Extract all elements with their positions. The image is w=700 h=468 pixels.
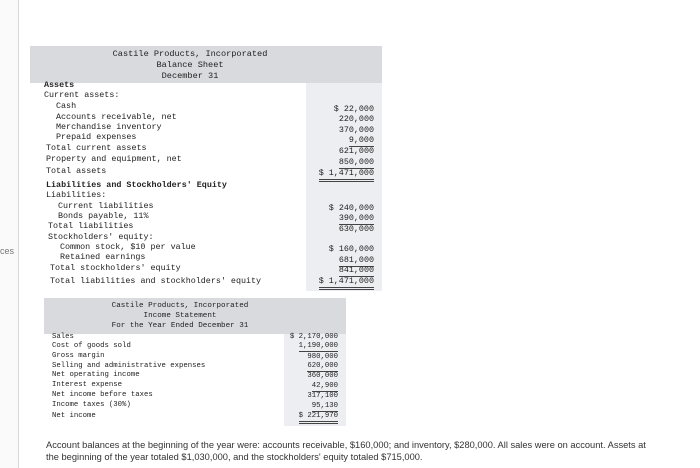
bs-value-cash: $ 22,000 bbox=[333, 104, 374, 114]
is-label-sales: Sales bbox=[52, 333, 74, 341]
bs-label-prepaid-expenses: Prepaid expenses bbox=[56, 132, 137, 142]
income-statement-header bbox=[44, 298, 346, 334]
balance-sheet-date: December 31 bbox=[161, 71, 219, 81]
balance-sheet bbox=[30, 46, 382, 291]
bs-label-current-assets: Current assets: bbox=[44, 90, 120, 100]
bs-label-merchandise-inventory: Merchandise inventory bbox=[56, 122, 162, 132]
is-value-net-income-before-taxes: 317,100 bbox=[307, 392, 338, 400]
bs-label-retained-earnings: Retained earnings bbox=[60, 252, 146, 262]
bs-label-total-current-assets: Total current assets bbox=[46, 143, 147, 153]
bs-label-total-liabilities: Total liabilities bbox=[48, 221, 134, 231]
is-value-selling-admin: 620,000 bbox=[307, 362, 338, 370]
is-value-net-operating-income: 360,000 bbox=[307, 372, 338, 380]
is-value-net-income: $ 221,970 bbox=[299, 411, 338, 424]
left-panel-edge bbox=[0, 0, 19, 468]
bs-value-total-stockholders-equity: 841,000 bbox=[338, 265, 374, 275]
is-label-interest-expense: Interest expense bbox=[52, 381, 123, 389]
bs-label-total-assets: Total assets bbox=[46, 166, 107, 176]
bs-value-accounts-receivable: 220,000 bbox=[338, 114, 374, 124]
bs-label-common-stock: Common stock, $10 per value bbox=[60, 242, 196, 252]
is-label-net-operating-income: Net operating income bbox=[52, 371, 140, 379]
bs-label-current-liabilities: Current liabilities bbox=[58, 201, 154, 211]
is-value-income-taxes: 95,130 bbox=[311, 402, 338, 410]
income-statement-title: Income Statement bbox=[143, 312, 217, 320]
bs-label-cash: Cash bbox=[56, 101, 77, 111]
edge-label: ces bbox=[0, 246, 15, 256]
bs-value-prepaid-expenses: 9,000 bbox=[348, 135, 374, 145]
bs-value-bonds-payable: 390,000 bbox=[338, 213, 374, 223]
is-label-income-taxes: Income taxes (30%) bbox=[52, 401, 131, 409]
bs-value-property-equipment: 850,000 bbox=[338, 157, 374, 167]
is-label-gross-margin: Gross margin bbox=[52, 352, 105, 360]
account-balances-note: Account balances at the beginning of the year were: accounts receivable, $160,000; and inventory, $280,000. All sales were on account. Assets at the beginning of the year totaled $1,030,000, and the stockholders' equity totaled $715,000. bbox=[46, 440, 646, 462]
is-label-cogs: Cost of goods sold bbox=[52, 342, 131, 350]
is-label-net-income-before-taxes: Net income before taxes bbox=[52, 391, 153, 399]
is-value-gross-margin: 980,000 bbox=[307, 353, 338, 361]
bs-value-current-liabilities: $ 240,000 bbox=[328, 203, 374, 213]
bs-label-total-liabilities-equity: Total liabilities and stockholders' equity bbox=[50, 276, 262, 286]
is-value-cogs: 1,190,000 bbox=[298, 342, 338, 350]
is-label-net-income: Net income bbox=[52, 412, 96, 420]
is-value-sales: $ 2,170,000 bbox=[289, 333, 338, 341]
bs-label-total-stockholders-equity: Total stockholders' equity bbox=[50, 263, 181, 273]
balance-sheet-header bbox=[30, 46, 382, 83]
bs-label-accounts-receivable: Accounts receivable, net bbox=[56, 112, 177, 122]
is-label-selling-admin: Selling and administrative expenses bbox=[52, 362, 206, 370]
is-value-interest-expense: 42,900 bbox=[311, 382, 338, 390]
balance-sheet-company: Castile Products, Incorporated bbox=[112, 49, 268, 59]
bs-label-assets: Assets bbox=[44, 80, 75, 90]
income-statement bbox=[44, 298, 346, 426]
bs-value-total-liabilities-equity: $ 1,471,000 bbox=[319, 276, 374, 290]
bs-label-bonds-payable: Bonds payable, 11% bbox=[58, 211, 149, 221]
bs-value-total-liabilities: 630,000 bbox=[338, 224, 374, 234]
bs-label-liabilities: Liabilities: bbox=[46, 190, 107, 200]
bs-value-merchandise-inventory: 370,000 bbox=[338, 125, 374, 135]
bs-label-liabilities-equity: Liabilities and Stockholders' Equity bbox=[46, 180, 227, 190]
bs-value-common-stock: $ 160,000 bbox=[328, 244, 374, 254]
income-statement-period: For the Year Ended December 31 bbox=[111, 322, 249, 330]
bs-label-stockholders-equity: Stockholders' equity: bbox=[48, 232, 154, 242]
bs-value-retained-earnings: 681,000 bbox=[338, 255, 374, 265]
bs-label-property-equipment: Property and equipment, net bbox=[46, 154, 182, 164]
income-statement-company: Castile Products, Incorporated bbox=[111, 302, 249, 310]
bs-value-total-assets: $ 1,471,000 bbox=[319, 168, 374, 182]
bs-value-total-current-assets: 621,000 bbox=[338, 146, 374, 156]
balance-sheet-title: Balance Sheet bbox=[156, 60, 224, 70]
